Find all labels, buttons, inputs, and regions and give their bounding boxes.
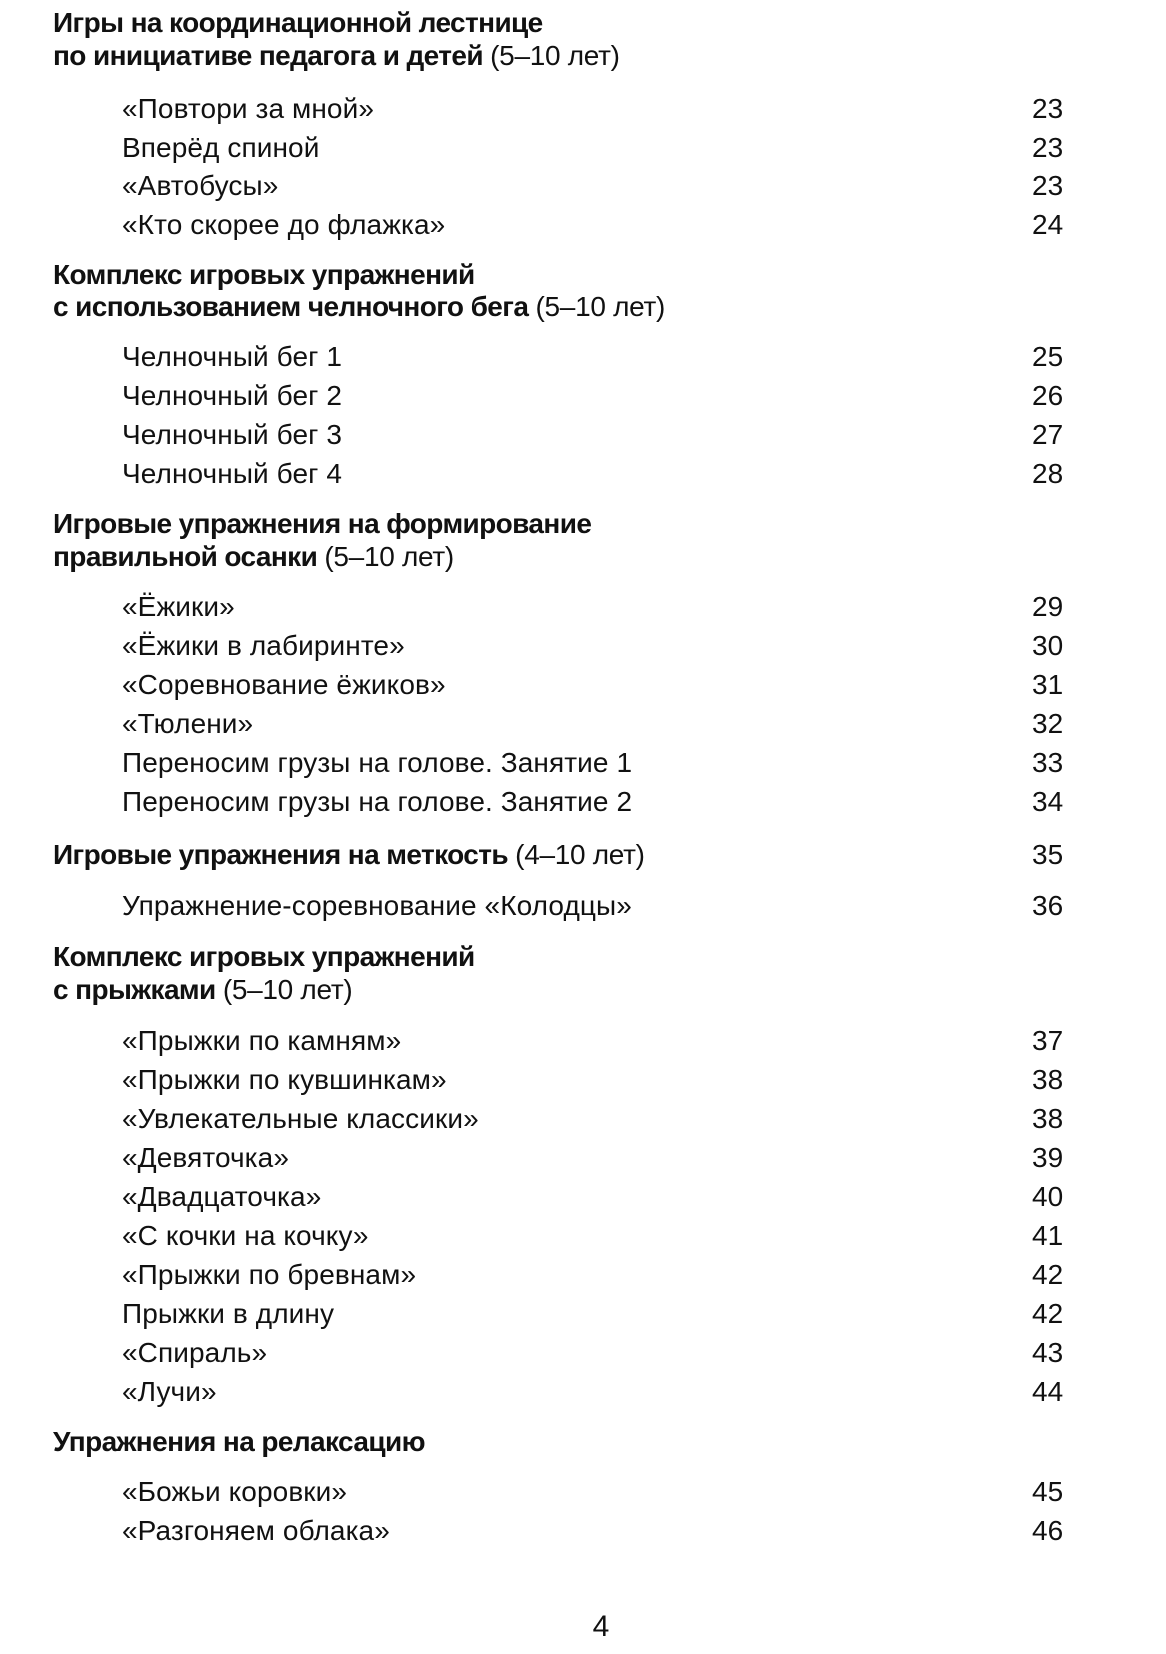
- toc-entry[interactable]: «Лучи»: [122, 1376, 217, 1407]
- section-heading-line2[interactable]: [53, 976, 352, 1004]
- toc-entry[interactable]: Челночный бег 1: [122, 341, 343, 372]
- section-heading-line2[interactable]: [53, 42, 620, 70]
- toc-entry[interactable]: «Божьи коровки»: [122, 1476, 348, 1507]
- toc-entry[interactable]: «Повтори за мной»: [122, 93, 374, 124]
- page-ref: 41: [1032, 1220, 1064, 1251]
- section-heading-line2[interactable]: [53, 293, 665, 321]
- page-ref: 29: [1032, 591, 1064, 622]
- age-range: (5–10 лет): [535, 291, 666, 322]
- toc-entry[interactable]: «Ёжики»: [122, 591, 235, 622]
- toc-entry[interactable]: Переносим грузы на голове. Занятие 1: [122, 747, 633, 778]
- toc-entry[interactable]: Вперёд спиной: [122, 132, 320, 163]
- toc-entry[interactable]: «Девяточка»: [122, 1142, 289, 1173]
- page-ref: 27: [1032, 419, 1064, 450]
- page-ref: 24: [1032, 209, 1064, 240]
- age-range: (5–10 лет): [490, 40, 620, 71]
- toc-entry[interactable]: «Спираль»: [122, 1337, 268, 1368]
- section-heading[interactable]: Комплекс игровых упражнений: [53, 941, 475, 972]
- toc-entry[interactable]: «Соревнование ёжиков»: [122, 669, 446, 700]
- toc-entry[interactable]: «Автобусы»: [122, 170, 279, 201]
- toc-entry[interactable]: «Прыжки по кувшинкам»: [122, 1064, 447, 1095]
- page-ref: 28: [1032, 458, 1064, 489]
- age-range: (4–10 лет): [515, 839, 645, 870]
- page-ref: 43: [1032, 1337, 1064, 1368]
- toc-entry[interactable]: «Прыжки по бревнам»: [122, 1259, 417, 1290]
- page-ref: 25: [1032, 341, 1064, 372]
- toc-entry[interactable]: «Ёжики в лабиринте»: [122, 630, 405, 661]
- page-ref: 34: [1032, 786, 1064, 817]
- toc-entry[interactable]: «Разгоняем облака»: [122, 1515, 390, 1546]
- toc-entry[interactable]: Переносим грузы на голове. Занятие 2: [122, 786, 633, 817]
- page-ref: 26: [1032, 380, 1064, 411]
- page-ref: 23: [1032, 170, 1064, 201]
- section-heading-text: Игровые упражнения на меткость: [53, 839, 508, 870]
- toc-entry[interactable]: Челночный бег 2: [122, 380, 343, 411]
- page-ref: 38: [1032, 1064, 1064, 1095]
- section-heading-text: по инициативе педагога и детей: [53, 40, 483, 71]
- page-ref: 23: [1032, 93, 1064, 124]
- toc-entry[interactable]: Прыжки в длину: [122, 1298, 335, 1329]
- section-heading[interactable]: [53, 841, 645, 869]
- page-ref: 32: [1032, 708, 1064, 739]
- section-heading-text: с использованием челночного бега: [53, 291, 529, 322]
- page-ref: 31: [1032, 669, 1064, 700]
- page-ref: 42: [1032, 1259, 1064, 1290]
- page-number: 4: [592, 1610, 610, 1643]
- page-ref: 38: [1032, 1103, 1064, 1134]
- page-ref: 35: [1032, 839, 1064, 870]
- page-ref: 45: [1032, 1476, 1064, 1507]
- page-ref: 39: [1032, 1142, 1064, 1173]
- page-ref: 46: [1032, 1515, 1064, 1546]
- age-range: (5–10 лет): [222, 974, 353, 1005]
- section-heading-text: правильной осанки: [53, 541, 318, 572]
- toc-entry[interactable]: Челночный бег 4: [122, 458, 343, 489]
- page-ref: 40: [1032, 1181, 1064, 1212]
- age-range: (5–10 лет): [324, 541, 454, 572]
- section-heading[interactable]: Игровые упражнения на формирование: [53, 508, 592, 539]
- toc-entry[interactable]: «Кто скорее до флажка»: [122, 209, 446, 240]
- section-heading[interactable]: Игры на координационной лестнице: [53, 7, 543, 38]
- toc-entry[interactable]: «Двадцаточка»: [122, 1181, 322, 1212]
- page-ref: 23: [1032, 132, 1064, 163]
- page-ref: 37: [1032, 1025, 1064, 1056]
- page-ref: 30: [1032, 630, 1064, 661]
- toc-entry[interactable]: «С кочки на кочку»: [122, 1220, 369, 1251]
- section-heading-text: с прыжками: [53, 974, 216, 1005]
- toc-entry[interactable]: «Тюлени»: [122, 708, 254, 739]
- section-heading[interactable]: Комплекс игровых упражнений: [53, 259, 475, 290]
- page-ref: 33: [1032, 747, 1064, 778]
- toc-entry[interactable]: Челночный бег 3: [122, 419, 343, 450]
- page-ref: 44: [1032, 1376, 1064, 1407]
- toc-entry[interactable]: «Прыжки по камням»: [122, 1025, 402, 1056]
- toc-entry[interactable]: Упражнение-соревнование «Колодцы»: [122, 890, 632, 921]
- section-heading-line2[interactable]: [53, 543, 454, 571]
- page-ref: 36: [1032, 890, 1064, 921]
- section-heading[interactable]: Упражнения на релаксацию: [53, 1426, 425, 1457]
- page-ref: 42: [1032, 1298, 1064, 1329]
- toc-entry[interactable]: «Увлекательные классики»: [122, 1103, 479, 1134]
